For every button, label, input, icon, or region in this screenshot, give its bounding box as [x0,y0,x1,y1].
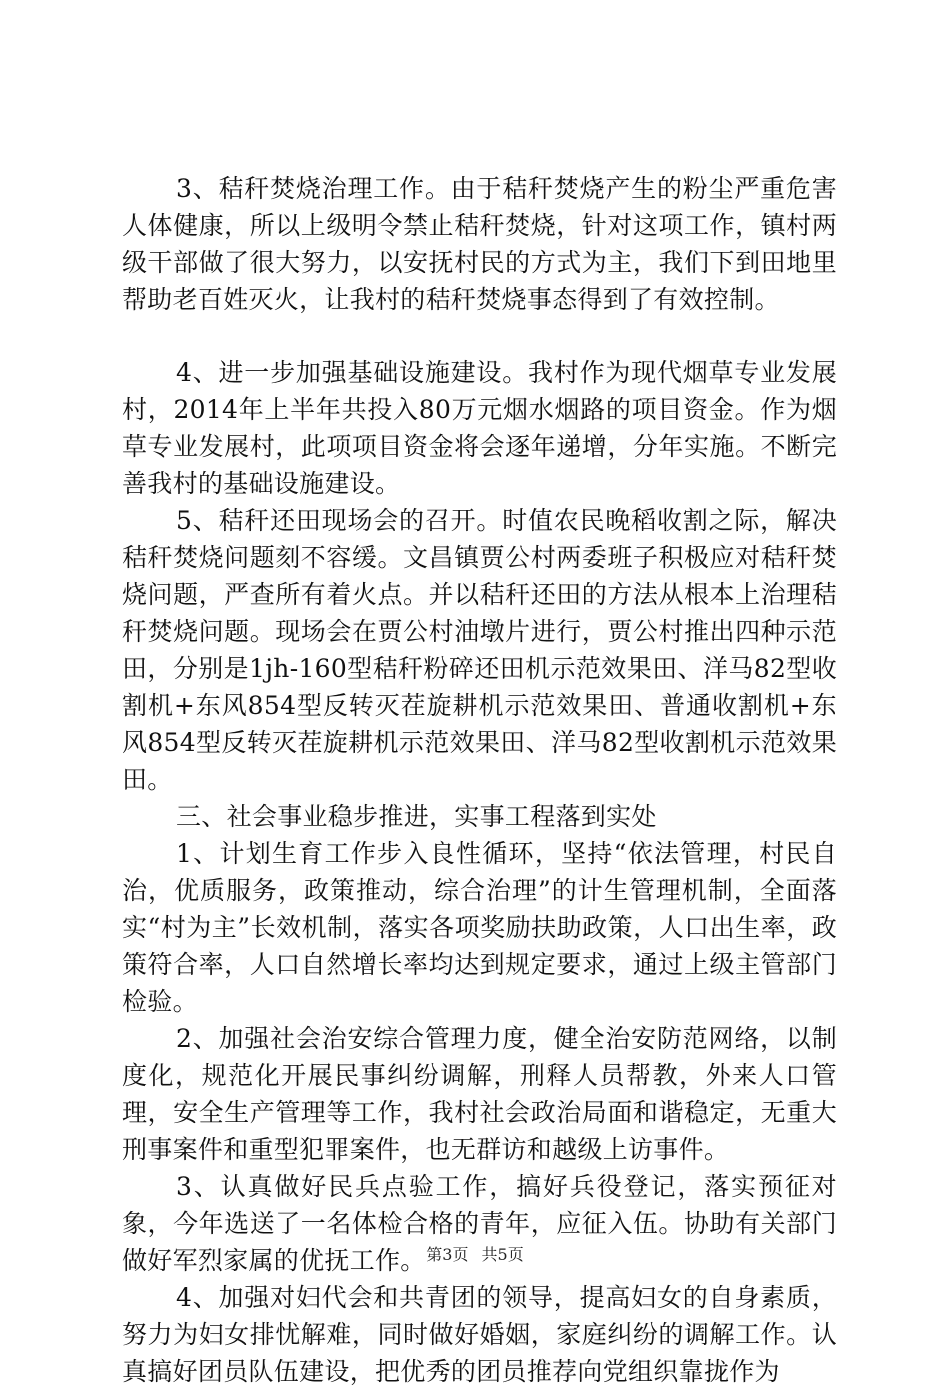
page-number: 第3页 [426,1245,469,1264]
page-footer [0,1244,950,1266]
paragraph-gap [122,318,837,354]
section-heading-social-affairs: 三、社会事业稳步推进，实事工程落到实处 [176,802,657,831]
paragraph-straw-return-meeting: 5、秸秆还田现场会的召开。时值农民晚稻收割之际，解决秸秆焚烧问题刻不容缓。文昌镇贾公村两委班子积极应对秸秆焚烧问题，严查所有着火点。并以秸秆还田的方法从根本上治理秸秆焚烧问题。现场会在贾公村油墩片进行，贾公村推出四种示范田，分别是1jh-160型秸秆粉碎还田机示范效果田、洋马82型收割机+东风854型反转灭茬旋耕机示范效果田、普通收割机+东风854型反转灭茬旋耕机示范效果田、洋马82型收割机示范效果田。 [122,506,837,794]
paragraph-public-security: 2、加强社会治安综合管理力度，健全治安防范网络，以制度化，规范化开展民事纠纷调解，刑释人员帮教，外来人口管理，安全生产管理等工作，我村社会政治局面和谐稳定，无重大刑事案件和重型犯罪案件，也无群访和越级上访事件。 [122,1024,837,1164]
paragraph-infrastructure: 4、进一步加强基础设施建设。我村作为现代烟草专业发展村，2014年上半年共投入80万元烟水烟路的项目资金。作为烟草专业发展村，此项项目资金将会逐年递增，分年实施。不断完善我村的基础设施建设。 [122,358,837,498]
document-body [122,170,837,1390]
paragraph-women-youth: 4、加强对妇代会和共青团的领导，提高妇女的自身素质，努力为妇女排忧解难，同时做好婚姻，家庭纠纷的调解工作。认真搞好团员队伍建设，把优秀的团员推荐向党组织靠拢作为 [122,1283,837,1386]
paragraph-militia: 3、认真做好民兵点验工作，搞好兵役登记，落实预征对象，今年选送了一名体检合格的青年，应征入伍。协助有关部门做好军烈家属的优抚工作。 [122,1172,837,1275]
paragraph-family-planning: 1、计划生育工作步入良性循环，坚持“依法管理，村民自治，优质服务，政策推动，综合治理”的计生管理机制，全面落实“村为主”长效机制，落实各项奖励扶助政策，人口出生率，政策符合率，人口自然增长率均达到规定要求，通过上级主管部门检验。 [122,839,837,1016]
paragraph-straw-burning-control: 3、秸秆焚烧治理工作。由于秸秆焚烧产生的粉尘严重危害人体健康，所以上级明令禁止秸秆焚烧，针对这项工作，镇村两级干部做了很大努力，以安抚村民的方式为主，我们下到田地里帮助老百姓灭火，让我村的秸秆焚烧事态得到了有效控制。 [122,174,837,314]
page-total: 共5页 [481,1245,524,1264]
